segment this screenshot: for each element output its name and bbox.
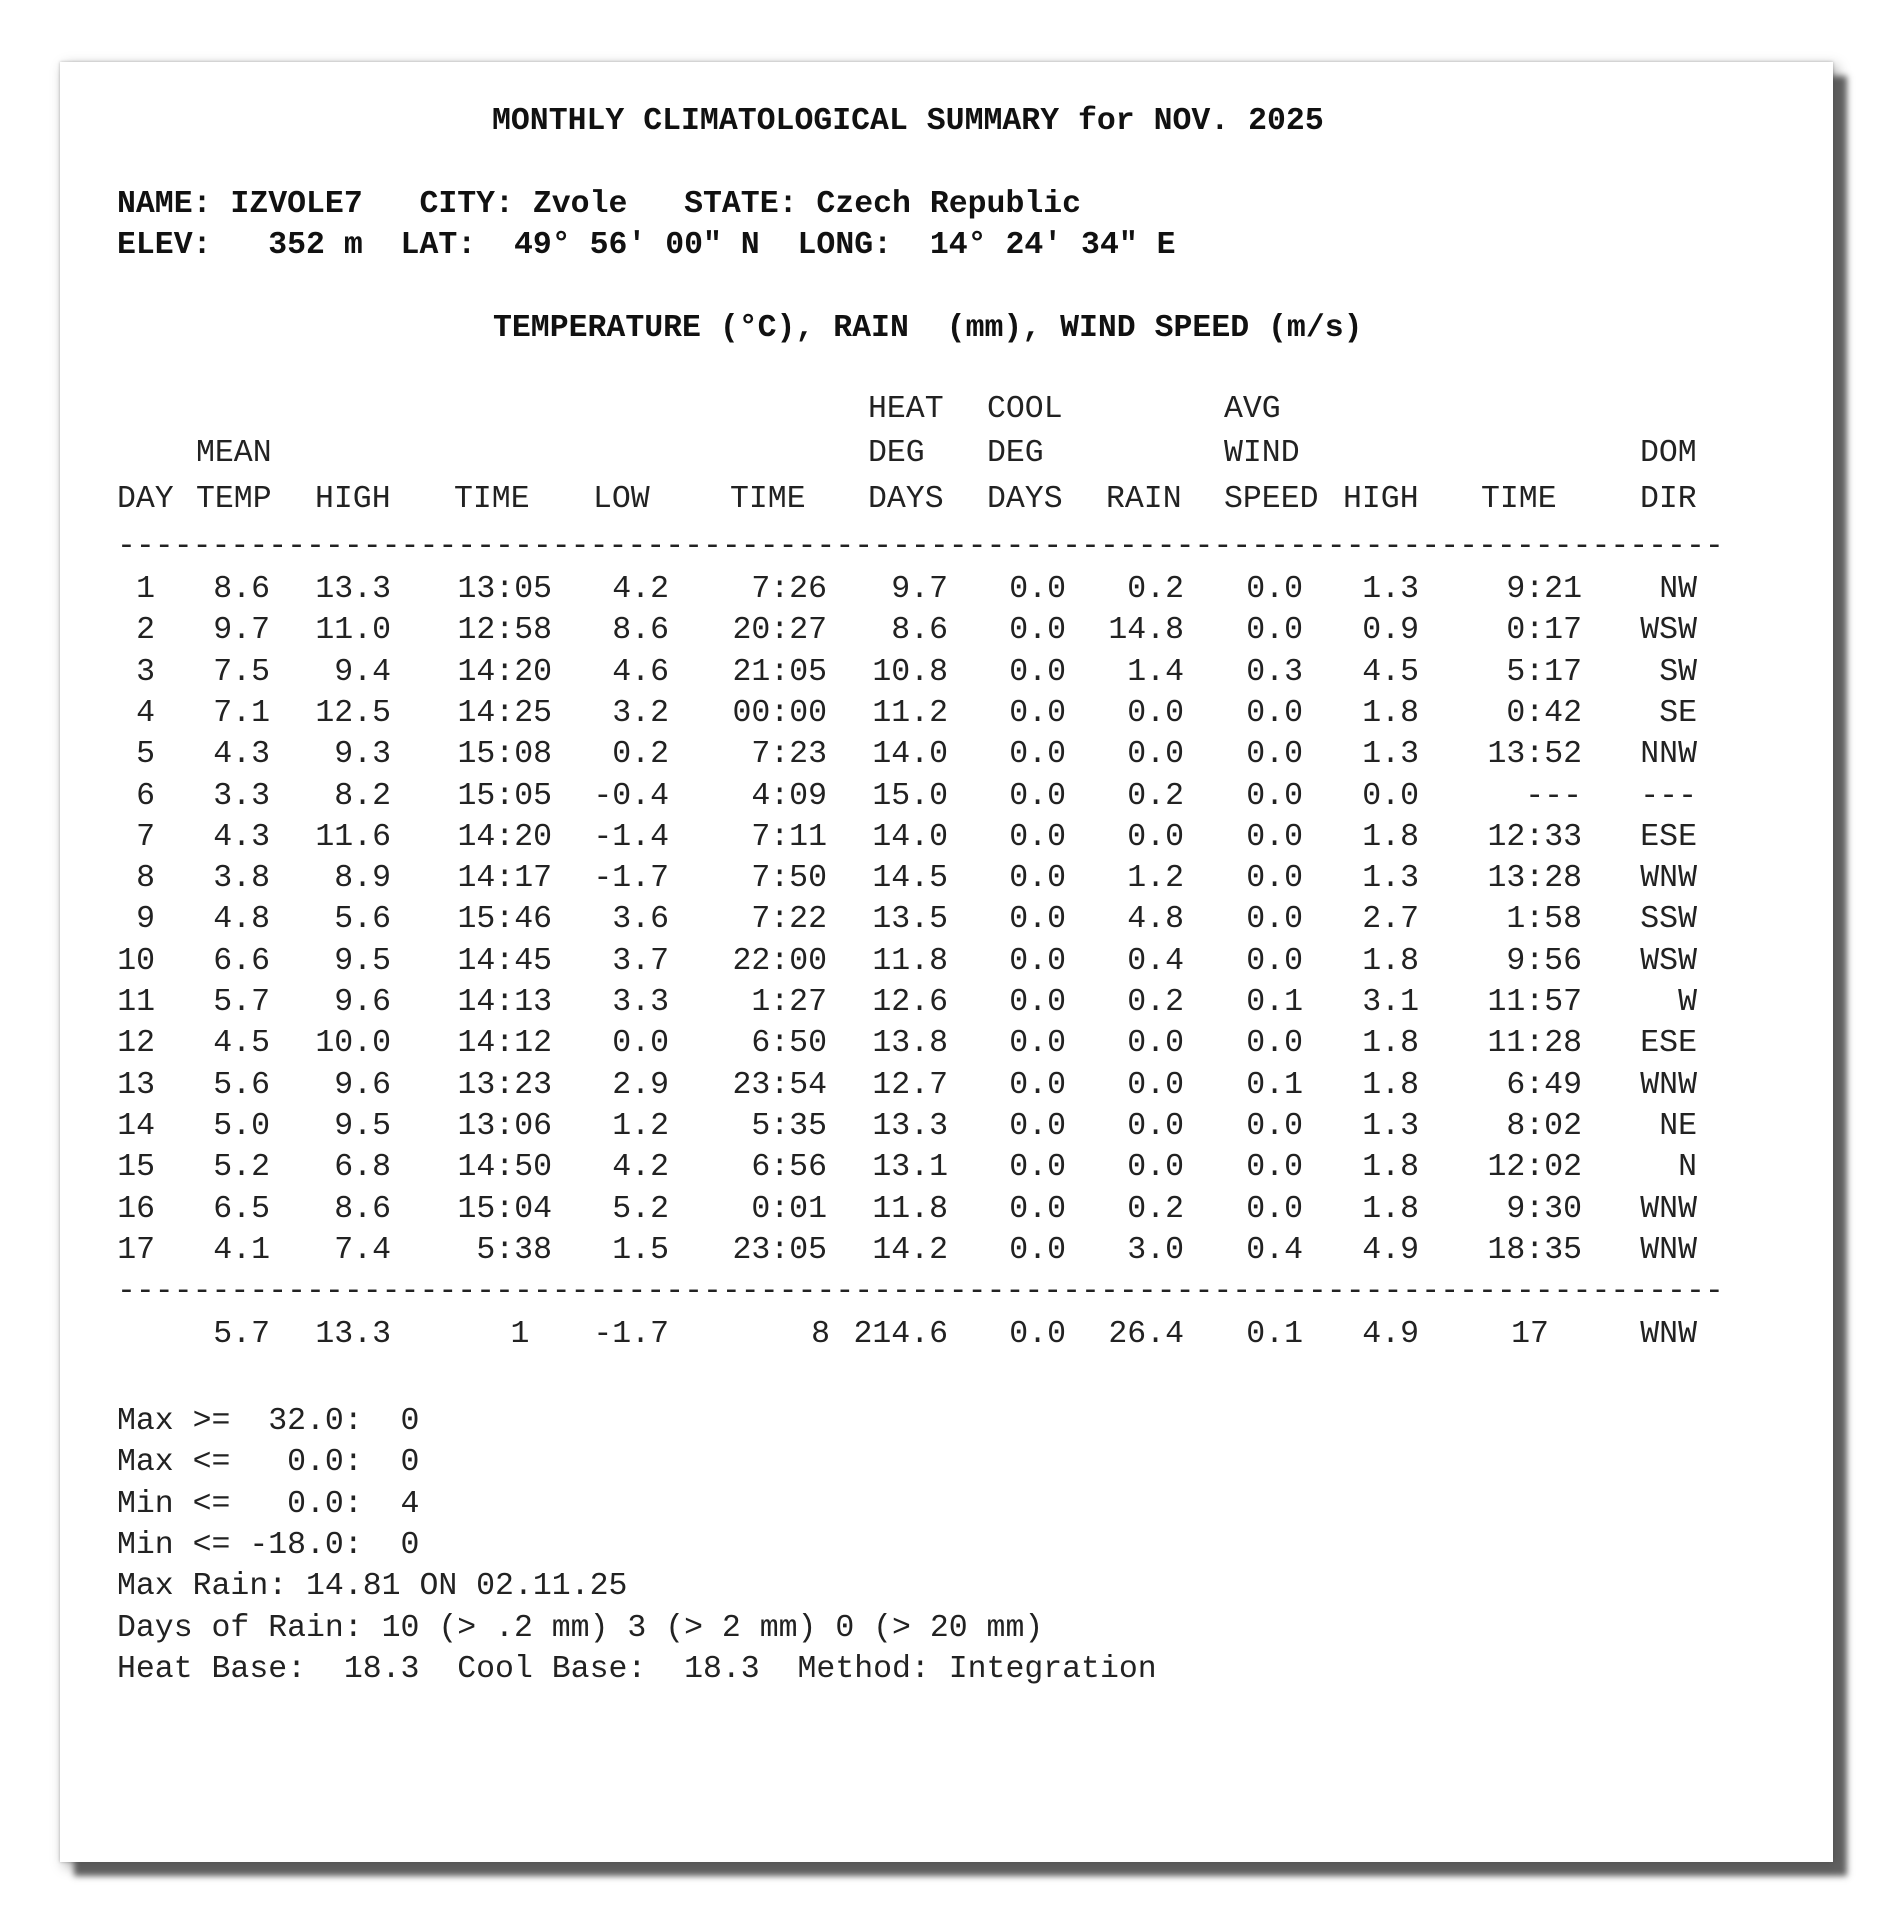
footer-line-2: Max <= 0.0: 0: [117, 1445, 420, 1480]
header-heat-deg-days-3: DAYS: [868, 482, 944, 517]
total-wind-high: 4.9: [1362, 1317, 1419, 1352]
cell-high-time: 13:06: [457, 1109, 552, 1144]
cell-cool-deg-days: 0.0: [1009, 613, 1066, 648]
cell-high-temp: 9.5: [334, 1109, 391, 1144]
total-dom-dir: WNW: [1640, 1317, 1697, 1352]
cell-wind-high: 0.0: [1362, 779, 1419, 814]
cell-wind-high-time: 11:28: [1487, 1026, 1582, 1061]
cell-high-temp: 8.9: [334, 861, 391, 896]
table-row: [60, 737, 1833, 777]
cell-wind-high: 4.5: [1362, 655, 1419, 690]
cell-high-time: 12:58: [457, 613, 552, 648]
cell-wind-high: 1.8: [1362, 1192, 1419, 1227]
cell-wind-high: 1.3: [1362, 1109, 1419, 1144]
cell-high-time: 15:05: [457, 779, 552, 814]
cell-wind-high-time: ---: [1525, 779, 1582, 814]
cell-low-temp: 0.2: [612, 737, 669, 772]
cell-high-time: 5:38: [476, 1233, 552, 1268]
cell-dom-dir: WNW: [1640, 1233, 1697, 1268]
total-high-temp: 13.3: [315, 1317, 391, 1352]
cell-low-time: 20:27: [732, 613, 827, 648]
cell-high-time: 14:17: [457, 861, 552, 896]
cell-low-temp: 4.2: [612, 572, 669, 607]
cell-dom-dir: SW: [1659, 655, 1697, 690]
cell-high-time: 14:20: [457, 655, 552, 690]
cell-dom-dir: WSW: [1640, 613, 1697, 648]
cell-low-temp: -1.4: [593, 820, 669, 855]
units-heading: TEMPERATURE (°C), RAIN (mm), WIND SPEED (m/s): [493, 311, 1363, 346]
header-wind-high-3: HIGH: [1343, 482, 1419, 517]
header-mean-temp-2: MEAN: [196, 436, 272, 471]
total-high-time: 1: [510, 1317, 530, 1352]
table-row: [60, 1233, 1833, 1273]
cell-low-time: 7:22: [751, 902, 827, 937]
cell-heat-deg-days: 13.5: [872, 902, 948, 937]
cell-high-time: 14:45: [457, 944, 552, 979]
cell-heat-deg-days: 13.1: [872, 1150, 948, 1185]
table-row: [60, 902, 1833, 942]
cell-heat-deg-days: 8.6: [891, 613, 948, 648]
cell-low-temp: 3.6: [612, 902, 669, 937]
cell-day: 9: [136, 902, 155, 937]
cell-avg-wind-speed: 0.0: [1246, 572, 1303, 607]
cell-rain: 1.2: [1127, 861, 1184, 896]
header-cool-deg-days-3: DAYS: [987, 482, 1063, 517]
cell-heat-deg-days: 14.2: [872, 1233, 948, 1268]
header-high-time-3: TIME: [454, 482, 530, 517]
cell-rain: 0.0: [1127, 696, 1184, 731]
cell-day: 3: [136, 655, 155, 690]
table-row: [60, 1068, 1833, 1108]
cell-high-time: 15:46: [457, 902, 552, 937]
cell-high-temp: 9.6: [334, 1068, 391, 1103]
cell-avg-wind-speed: 0.0: [1246, 902, 1303, 937]
cell-heat-deg-days: 14.0: [872, 737, 948, 772]
cell-wind-high-time: 13:52: [1487, 737, 1582, 772]
cell-low-temp: -1.7: [593, 861, 669, 896]
cell-low-temp: 5.2: [612, 1192, 669, 1227]
cell-wind-high: 0.9: [1362, 613, 1419, 648]
cell-low-temp: 4.6: [612, 655, 669, 690]
cell-cool-deg-days: 0.0: [1009, 655, 1066, 690]
cell-high-time: 14:50: [457, 1150, 552, 1185]
cell-high-time: 13:05: [457, 572, 552, 607]
cell-high-temp: 5.6: [334, 902, 391, 937]
header-dom-dir-2: DOM: [1640, 436, 1697, 471]
header-high-temp-3: HIGH: [315, 482, 391, 517]
cell-rain: 0.0: [1127, 820, 1184, 855]
total-rain: 26.4: [1108, 1317, 1184, 1352]
cell-wind-high-time: 0:42: [1506, 696, 1582, 731]
cell-day: 17: [117, 1233, 155, 1268]
station-info-line-2: ELEV: 352 m LAT: 49° 56' 00" N LONG: 14° 24' 34" E: [117, 228, 1176, 263]
cell-high-temp: 13.3: [315, 572, 391, 607]
table-row: [60, 944, 1833, 984]
cell-rain: 0.4: [1127, 944, 1184, 979]
report-title: MONTHLY CLIMATOLOGICAL SUMMARY for NOV. 2025: [492, 104, 1324, 139]
cell-high-time: 15:04: [457, 1192, 552, 1227]
cell-cool-deg-days: 0.0: [1009, 944, 1066, 979]
header-heat-deg-days-2: DEG: [868, 436, 925, 471]
footer-line-3: Min <= 0.0: 4: [117, 1487, 420, 1522]
cell-low-time: 21:05: [732, 655, 827, 690]
footer-line-5: Max Rain: 14.81 ON 02.11.25: [117, 1569, 628, 1604]
cell-mean-temp: 3.8: [213, 861, 270, 896]
cell-day: 10: [117, 944, 155, 979]
cell-wind-high-time: 0:17: [1506, 613, 1582, 648]
cell-day: 8: [136, 861, 155, 896]
cell-low-temp: 2.9: [612, 1068, 669, 1103]
cell-avg-wind-speed: 0.0: [1246, 1109, 1303, 1144]
cell-mean-temp: 5.7: [213, 985, 270, 1020]
cell-heat-deg-days: 11.8: [872, 1192, 948, 1227]
cell-high-temp: 7.4: [334, 1233, 391, 1268]
cell-dom-dir: W: [1678, 985, 1697, 1020]
table-row: [60, 655, 1833, 695]
cell-mean-temp: 7.5: [213, 655, 270, 690]
cell-mean-temp: 6.6: [213, 944, 270, 979]
cell-heat-deg-days: 15.0: [872, 779, 948, 814]
station-info-line-1: NAME: IZVOLE7 CITY: Zvole STATE: Czech Republic: [117, 187, 1082, 222]
cell-low-temp: 3.7: [612, 944, 669, 979]
footer-line-6: Days of Rain: 10 (> .2 mm) 3 (> 2 mm) 0 (> 20 mm): [117, 1611, 1044, 1646]
cell-dom-dir: N: [1678, 1150, 1697, 1185]
cell-avg-wind-speed: 0.0: [1246, 820, 1303, 855]
table-row: [60, 1150, 1833, 1190]
cell-cool-deg-days: 0.0: [1009, 1192, 1066, 1227]
cell-mean-temp: 4.5: [213, 1026, 270, 1061]
total-avg-wind-speed: 0.1: [1246, 1317, 1303, 1352]
header-low-time-3: TIME: [730, 482, 806, 517]
cell-wind-high-time: 13:28: [1487, 861, 1582, 896]
cell-high-temp: 8.2: [334, 779, 391, 814]
cell-mean-temp: 5.6: [213, 1068, 270, 1103]
header-cool-deg-days-1: COOL: [987, 392, 1063, 427]
cell-rain: 3.0: [1127, 1233, 1184, 1268]
cell-cool-deg-days: 0.0: [1009, 1109, 1066, 1144]
cell-low-time: 7:26: [751, 572, 827, 607]
table-row: [60, 861, 1833, 901]
header-dom-dir-3: DIR: [1640, 482, 1697, 517]
cell-high-time: 14:12: [457, 1026, 552, 1061]
cell-heat-deg-days: 12.7: [872, 1068, 948, 1103]
cell-mean-temp: 7.1: [213, 696, 270, 731]
cell-wind-high-time: 8:02: [1506, 1109, 1582, 1144]
cell-low-time: 4:09: [751, 779, 827, 814]
cell-mean-temp: 6.5: [213, 1192, 270, 1227]
cell-wind-high-time: 9:56: [1506, 944, 1582, 979]
cell-dom-dir: NE: [1659, 1109, 1697, 1144]
cell-cool-deg-days: 0.0: [1009, 1233, 1066, 1268]
cell-wind-high: 1.3: [1362, 861, 1419, 896]
header-avg-wind-speed-1: AVG: [1224, 392, 1281, 427]
cell-wind-high: 1.3: [1362, 572, 1419, 607]
cell-wind-high-time: 18:35: [1487, 1233, 1582, 1268]
table-row: [60, 696, 1833, 736]
cell-low-temp: 4.2: [612, 1150, 669, 1185]
cell-heat-deg-days: 11.8: [872, 944, 948, 979]
cell-high-temp: 9.4: [334, 655, 391, 690]
header-heat-deg-days-1: HEAT: [868, 392, 944, 427]
cell-dom-dir: WSW: [1640, 944, 1697, 979]
header-wind-high-time-3: TIME: [1481, 482, 1557, 517]
cell-heat-deg-days: 13.8: [872, 1026, 948, 1061]
cell-rain: 0.2: [1127, 1192, 1184, 1227]
cell-low-temp: 3.2: [612, 696, 669, 731]
cell-avg-wind-speed: 0.1: [1246, 985, 1303, 1020]
header-avg-wind-speed-2: WIND: [1224, 436, 1300, 471]
cell-high-time: 14:20: [457, 820, 552, 855]
cell-mean-temp: 4.1: [213, 1233, 270, 1268]
cell-day: 13: [117, 1068, 155, 1103]
cell-avg-wind-speed: 0.0: [1246, 861, 1303, 896]
cell-low-time: 7:23: [751, 737, 827, 772]
cell-mean-temp: 4.8: [213, 902, 270, 937]
cell-avg-wind-speed: 0.0: [1246, 737, 1303, 772]
cell-wind-high: 4.9: [1362, 1233, 1419, 1268]
cell-high-time: 14:13: [457, 985, 552, 1020]
cell-heat-deg-days: 11.2: [872, 696, 948, 731]
cell-avg-wind-speed: 0.0: [1246, 1026, 1303, 1061]
cell-dom-dir: NNW: [1640, 737, 1697, 772]
cell-low-time: 1:27: [751, 985, 827, 1020]
cell-cool-deg-days: 0.0: [1009, 696, 1066, 731]
totals-row: [60, 1317, 1833, 1357]
cell-dom-dir: ESE: [1640, 1026, 1697, 1061]
total-wind-high-time: 17: [1511, 1317, 1549, 1352]
total-cool-deg-days: 0.0: [1009, 1317, 1066, 1352]
table-divider-bottom: -------------------------------------------------------------------------------------: [117, 1274, 1724, 1309]
cell-low-time: 7:11: [751, 820, 827, 855]
cell-low-temp: 1.5: [612, 1233, 669, 1268]
cell-avg-wind-speed: 0.0: [1246, 1192, 1303, 1227]
table-row: [60, 572, 1833, 612]
cell-day: 11: [117, 985, 155, 1020]
cell-wind-high: 1.8: [1362, 820, 1419, 855]
cell-dom-dir: WNW: [1640, 1068, 1697, 1103]
footer-line-7: Heat Base: 18.3 Cool Base: 18.3 Method: Integration: [117, 1652, 1157, 1687]
cell-avg-wind-speed: 0.1: [1246, 1068, 1303, 1103]
cell-day: 7: [136, 820, 155, 855]
cell-avg-wind-speed: 0.4: [1246, 1233, 1303, 1268]
cell-dom-dir: ---: [1640, 779, 1697, 814]
cell-avg-wind-speed: 0.0: [1246, 1150, 1303, 1185]
cell-wind-high: 1.8: [1362, 944, 1419, 979]
cell-mean-temp: 9.7: [213, 613, 270, 648]
cell-cool-deg-days: 0.0: [1009, 572, 1066, 607]
cell-wind-high-time: 12:33: [1487, 820, 1582, 855]
cell-day: 16: [117, 1192, 155, 1227]
total-heat-deg-days: 214.6: [853, 1317, 948, 1352]
cell-wind-high: 2.7: [1362, 902, 1419, 937]
cell-rain: 1.4: [1127, 655, 1184, 690]
cell-high-time: 14:25: [457, 696, 552, 731]
cell-heat-deg-days: 10.8: [872, 655, 948, 690]
cell-wind-high: 1.8: [1362, 696, 1419, 731]
cell-wind-high: 1.8: [1362, 1068, 1419, 1103]
cell-dom-dir: ESE: [1640, 820, 1697, 855]
cell-high-temp: 9.6: [334, 985, 391, 1020]
cell-rain: 0.0: [1127, 1109, 1184, 1144]
cell-rain: 0.2: [1127, 985, 1184, 1020]
cell-day: 2: [136, 613, 155, 648]
cell-rain: 14.8: [1108, 613, 1184, 648]
cell-cool-deg-days: 0.0: [1009, 820, 1066, 855]
cell-avg-wind-speed: 0.0: [1246, 613, 1303, 648]
cell-cool-deg-days: 0.0: [1009, 902, 1066, 937]
total-low-temp: -1.7: [593, 1317, 669, 1352]
cell-high-temp: 10.0: [315, 1026, 391, 1061]
cell-rain: 0.2: [1127, 779, 1184, 814]
cell-wind-high: 1.8: [1362, 1150, 1419, 1185]
table-row: [60, 779, 1833, 819]
cell-wind-high-time: 1:58: [1506, 902, 1582, 937]
table-row: [60, 1026, 1833, 1066]
cell-heat-deg-days: 14.0: [872, 820, 948, 855]
cell-wind-high-time: 5:17: [1506, 655, 1582, 690]
cell-heat-deg-days: 12.6: [872, 985, 948, 1020]
header-avg-wind-speed-3: SPEED: [1224, 482, 1319, 517]
table-row: [60, 985, 1833, 1025]
cell-dom-dir: WNW: [1640, 861, 1697, 896]
cell-low-temp: 8.6: [612, 613, 669, 648]
table-row: [60, 1192, 1833, 1232]
cell-low-time: 6:56: [751, 1150, 827, 1185]
cell-low-time: 7:50: [751, 861, 827, 896]
cell-high-temp: 12.5: [315, 696, 391, 731]
cell-low-time: 22:00: [732, 944, 827, 979]
cell-dom-dir: SE: [1659, 696, 1697, 731]
total-low-time: 8: [811, 1317, 830, 1352]
cell-wind-high-time: 12:02: [1487, 1150, 1582, 1185]
header-mean-temp-3: TEMP: [196, 482, 272, 517]
cell-low-time: 0:01: [751, 1192, 827, 1227]
cell-low-temp: 3.3: [612, 985, 669, 1020]
cell-day: 12: [117, 1026, 155, 1061]
cell-day: 4: [136, 696, 155, 731]
cell-heat-deg-days: 13.3: [872, 1109, 948, 1144]
header-day-3: DAY: [117, 482, 174, 517]
cell-high-temp: 11.0: [315, 613, 391, 648]
cell-wind-high: 1.3: [1362, 737, 1419, 772]
cell-high-temp: 9.3: [334, 737, 391, 772]
cell-wind-high: 1.8: [1362, 1026, 1419, 1061]
cell-heat-deg-days: 9.7: [891, 572, 948, 607]
cell-cool-deg-days: 0.0: [1009, 861, 1066, 896]
cell-high-time: 15:08: [457, 737, 552, 772]
cell-rain: 0.0: [1127, 1150, 1184, 1185]
cell-avg-wind-speed: 0.0: [1246, 696, 1303, 731]
cell-wind-high-time: 9:30: [1506, 1192, 1582, 1227]
cell-rain: 0.0: [1127, 1026, 1184, 1061]
cell-dom-dir: SSW: [1640, 902, 1697, 937]
cell-avg-wind-speed: 0.3: [1246, 655, 1303, 690]
cell-high-temp: 11.6: [315, 820, 391, 855]
total-mean-temp: 5.7: [213, 1317, 270, 1352]
header-rain-3: RAIN: [1106, 482, 1182, 517]
cell-cool-deg-days: 0.0: [1009, 737, 1066, 772]
header-low-temp-3: LOW: [593, 482, 650, 517]
cell-rain: 0.2: [1127, 572, 1184, 607]
cell-mean-temp: 8.6: [213, 572, 270, 607]
cell-rain: 0.0: [1127, 1068, 1184, 1103]
cell-dom-dir: WNW: [1640, 1192, 1697, 1227]
cell-avg-wind-speed: 0.0: [1246, 779, 1303, 814]
cell-wind-high-time: 11:57: [1487, 985, 1582, 1020]
cell-low-time: 23:54: [732, 1068, 827, 1103]
footer-line-4: Min <= -18.0: 0: [117, 1528, 420, 1563]
cell-high-temp: 9.5: [334, 944, 391, 979]
cell-rain: 4.8: [1127, 902, 1184, 937]
cell-high-time: 13:23: [457, 1068, 552, 1103]
cell-day: 5: [136, 737, 155, 772]
cell-mean-temp: 4.3: [213, 737, 270, 772]
cell-cool-deg-days: 0.0: [1009, 779, 1066, 814]
cell-high-temp: 8.6: [334, 1192, 391, 1227]
cell-cool-deg-days: 0.0: [1009, 1150, 1066, 1185]
cell-day: 1: [136, 572, 155, 607]
cell-low-time: 00:00: [732, 696, 827, 731]
cell-wind-high: 3.1: [1362, 985, 1419, 1020]
table-row: [60, 1109, 1833, 1149]
cell-day: 6: [136, 779, 155, 814]
cell-mean-temp: 5.2: [213, 1150, 270, 1185]
cell-day: 15: [117, 1150, 155, 1185]
table-row: [60, 820, 1833, 860]
cell-cool-deg-days: 0.0: [1009, 1068, 1066, 1103]
cell-mean-temp: 4.3: [213, 820, 270, 855]
footer-line-1: Max >= 32.0: 0: [117, 1404, 420, 1439]
cell-rain: 0.0: [1127, 737, 1184, 772]
header-cool-deg-days-2: DEG: [987, 436, 1044, 471]
cell-cool-deg-days: 0.0: [1009, 985, 1066, 1020]
cell-mean-temp: 5.0: [213, 1109, 270, 1144]
cell-cool-deg-days: 0.0: [1009, 1026, 1066, 1061]
cell-day: 14: [117, 1109, 155, 1144]
report-page: [60, 62, 1833, 1862]
cell-heat-deg-days: 14.5: [872, 861, 948, 896]
cell-low-time: 5:35: [751, 1109, 827, 1144]
cell-dom-dir: NW: [1659, 572, 1697, 607]
cell-low-time: 6:50: [751, 1026, 827, 1061]
cell-low-temp: 1.2: [612, 1109, 669, 1144]
table-row: [60, 613, 1833, 653]
cell-wind-high-time: 6:49: [1506, 1068, 1582, 1103]
cell-mean-temp: 3.3: [213, 779, 270, 814]
cell-high-temp: 6.8: [334, 1150, 391, 1185]
cell-low-temp: 0.0: [612, 1026, 669, 1061]
cell-low-time: 23:05: [732, 1233, 827, 1268]
table-divider-top: -------------------------------------------------------------------------------------: [117, 529, 1724, 564]
cell-wind-high-time: 9:21: [1506, 572, 1582, 607]
cell-avg-wind-speed: 0.0: [1246, 944, 1303, 979]
cell-low-temp: -0.4: [593, 779, 669, 814]
